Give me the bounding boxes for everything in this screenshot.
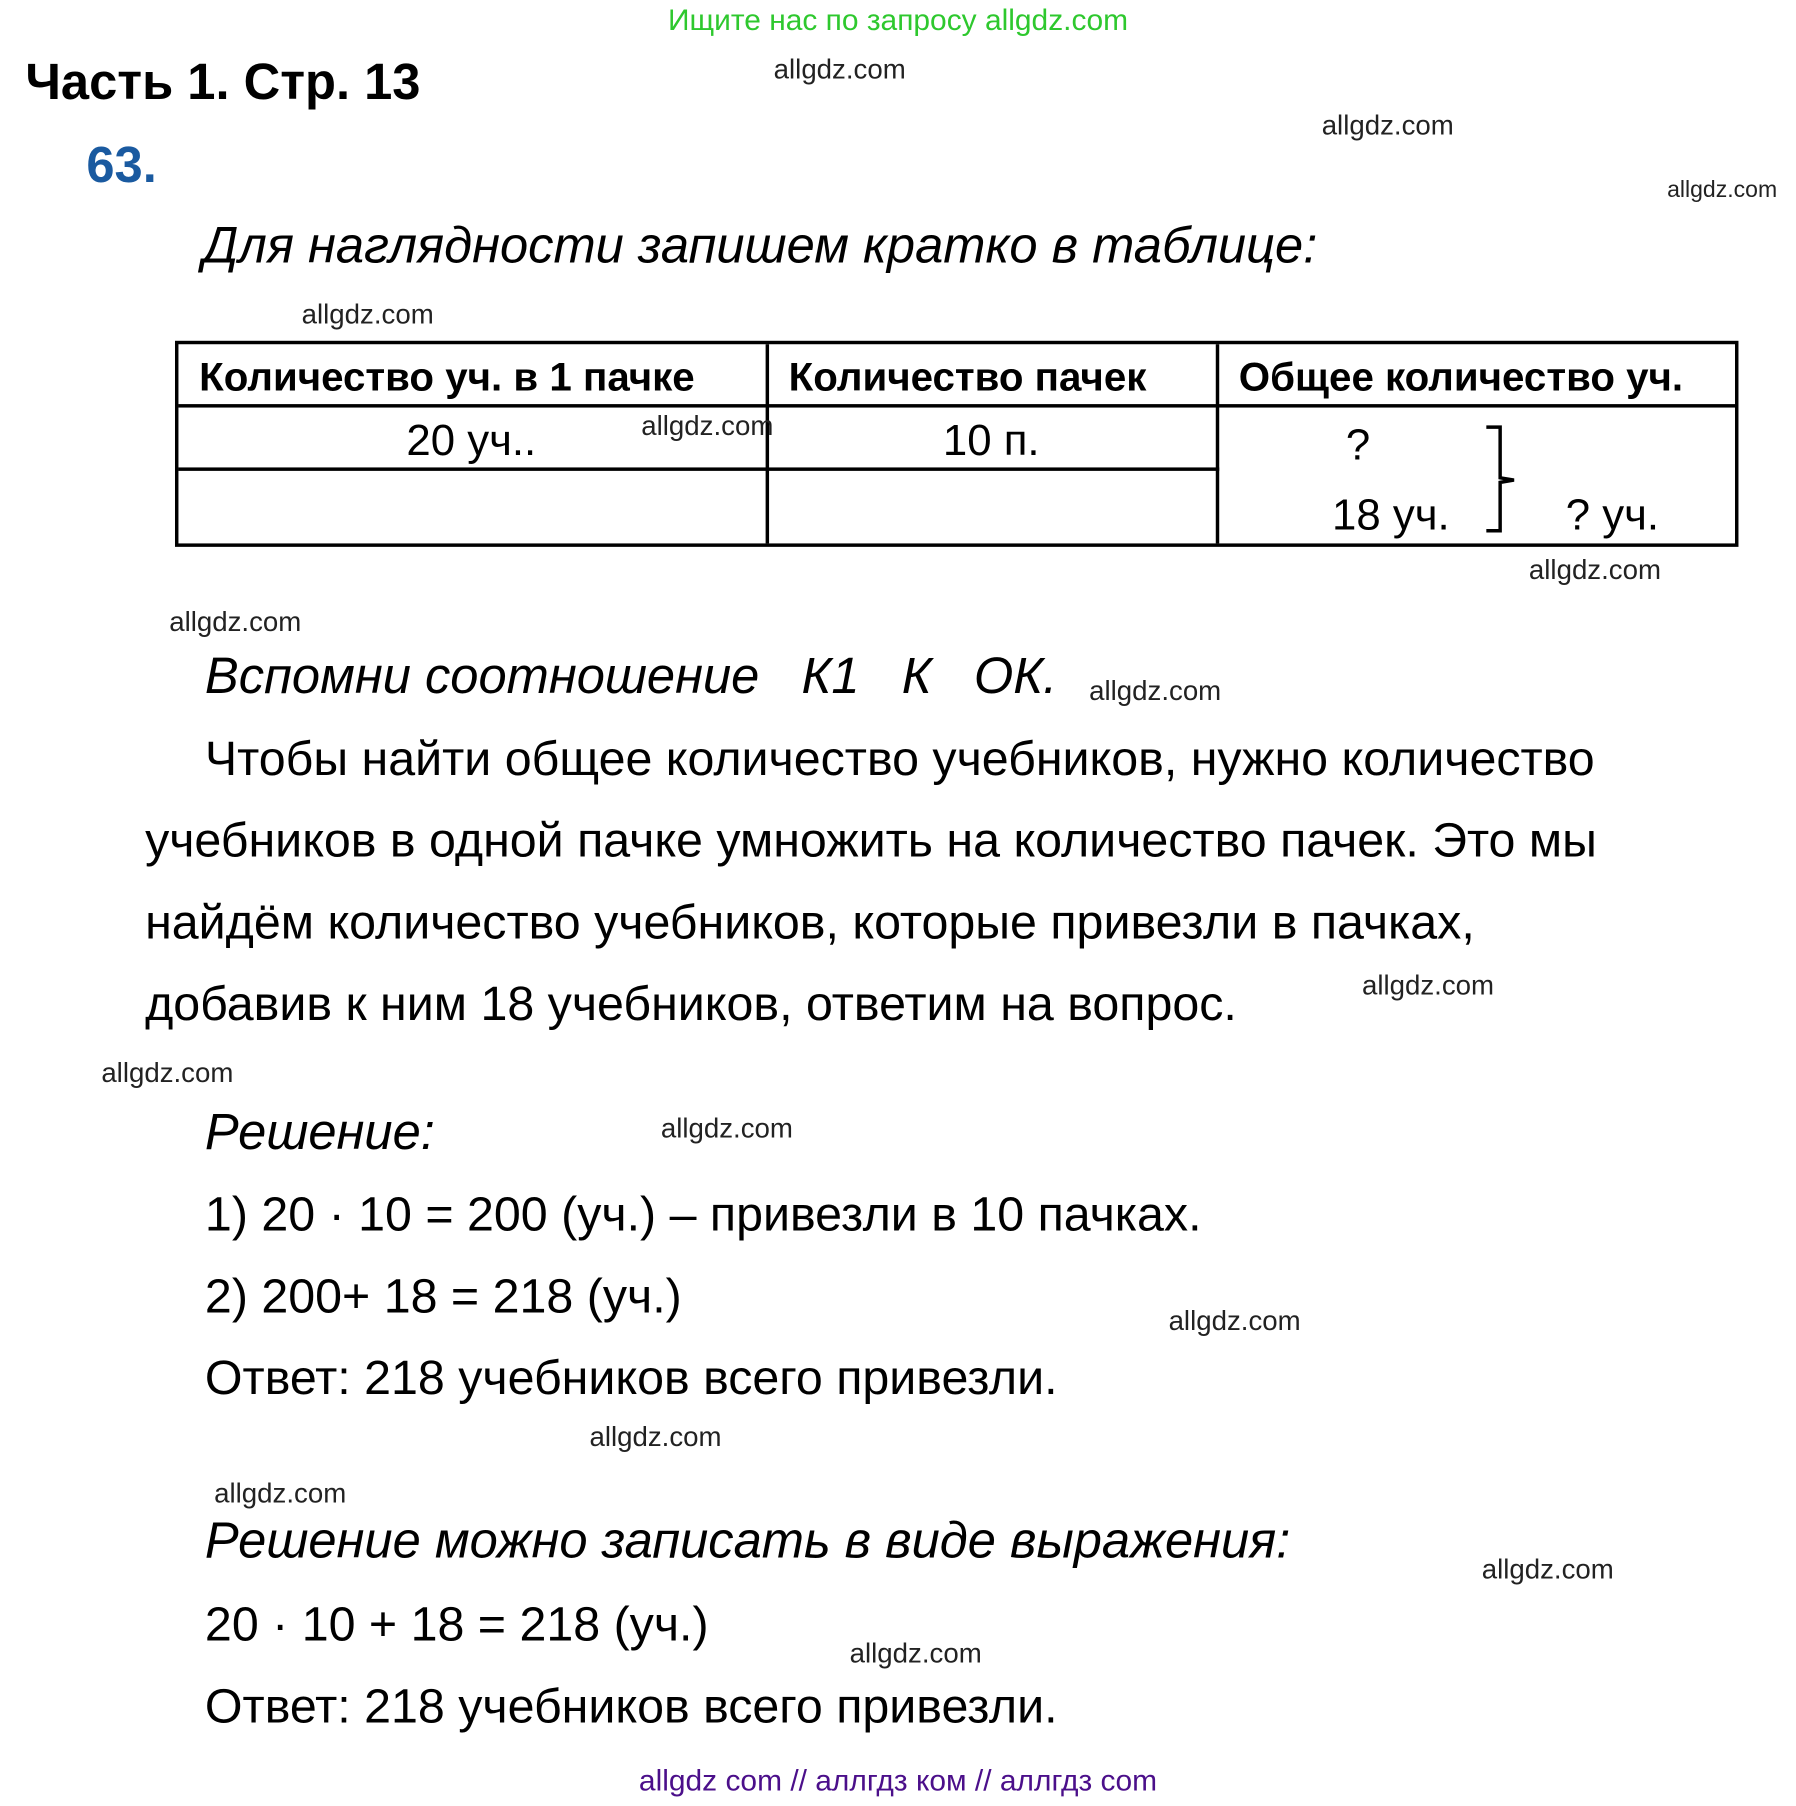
watermark: allgdz.com — [1528, 554, 1662, 587]
relation-hint: Вспомни соотношение К1 К ОК. — [204, 648, 1058, 705]
table-header: Количество пачек — [788, 354, 1147, 400]
watermark: allgdz.com — [660, 1113, 793, 1145]
watermark: allgdz.com — [169, 606, 302, 638]
paragraph-line: найдём количество учебников, которые привезли в пачках, — [145, 894, 1475, 949]
table-divider — [178, 467, 1219, 470]
watermark: allgdz.com — [1481, 1554, 1614, 1586]
watermark: allgdz.com — [214, 1478, 347, 1510]
solution-step: 1) 20 · 10 = 200 (уч.) – привезли в 10 пачках. — [204, 1186, 1202, 1242]
data-table — [175, 341, 1738, 547]
table-header: Количество уч. в 1 пачке — [199, 354, 695, 400]
watermark: allgdz.com — [1321, 110, 1454, 142]
footer-links[interactable]: allgdz com // аллгдз ком // аллгдз com — [638, 1762, 1158, 1798]
table-divider — [766, 344, 769, 543]
watermark: allgdz.com — [1168, 1305, 1301, 1337]
intro-text: Для наглядности запишем кратко в таблице: — [202, 217, 1318, 275]
table-divider — [178, 404, 1735, 407]
solution-step: 2) 200+ 18 = 218 (уч.) — [204, 1268, 682, 1323]
solution-answer: Ответ: 218 учебников всего привезли. — [204, 1350, 1058, 1405]
task-number: 63. — [86, 137, 157, 194]
watermark: allgdz.com — [1361, 970, 1495, 1002]
paragraph-line: учебников в одной пачке умножить на количество пачек. Это мы — [145, 812, 1597, 867]
paragraph-line: Чтобы найти общее количество учебников, нужно количество — [204, 731, 1595, 786]
table-cell: 18 уч. — [1332, 491, 1450, 540]
search-banner[interactable]: Ищите нас по запросу allgdz.com — [667, 2, 1129, 37]
watermark: allgdz.com — [1667, 177, 1778, 203]
watermark: allgdz.com — [641, 411, 774, 443]
watermark: allgdz.com — [773, 54, 906, 86]
watermark: allgdz.com — [849, 1638, 982, 1670]
table-header: Общее количество уч. — [1238, 354, 1684, 400]
page-title: Часть 1. Стр. 13 — [25, 54, 421, 111]
watermark: allgdz.com — [301, 299, 434, 331]
brace-icon — [1479, 423, 1537, 538]
expression-heading: Решение можно записать в виде выражения: — [204, 1512, 1291, 1570]
watermark: allgdz.com — [589, 1421, 722, 1453]
table-divider — [1216, 344, 1219, 543]
expression-formula: 20 · 10 + 18 = 218 (уч.) — [204, 1596, 709, 1651]
solution-heading: Решение: — [204, 1104, 435, 1161]
watermark: allgdz.com — [101, 1058, 234, 1090]
paragraph-line: добавив к ним 18 учебников, ответим на вопрос. — [145, 976, 1237, 1031]
table-cell: ? — [1345, 421, 1371, 470]
expression-answer: Ответ: 218 учебников всего привезли. — [204, 1678, 1058, 1733]
watermark: allgdz.com — [1089, 675, 1222, 707]
table-cell: 20 уч.. — [406, 416, 537, 466]
table-cell: 10 п. — [942, 416, 1040, 466]
table-cell: ? уч. — [1565, 491, 1660, 540]
